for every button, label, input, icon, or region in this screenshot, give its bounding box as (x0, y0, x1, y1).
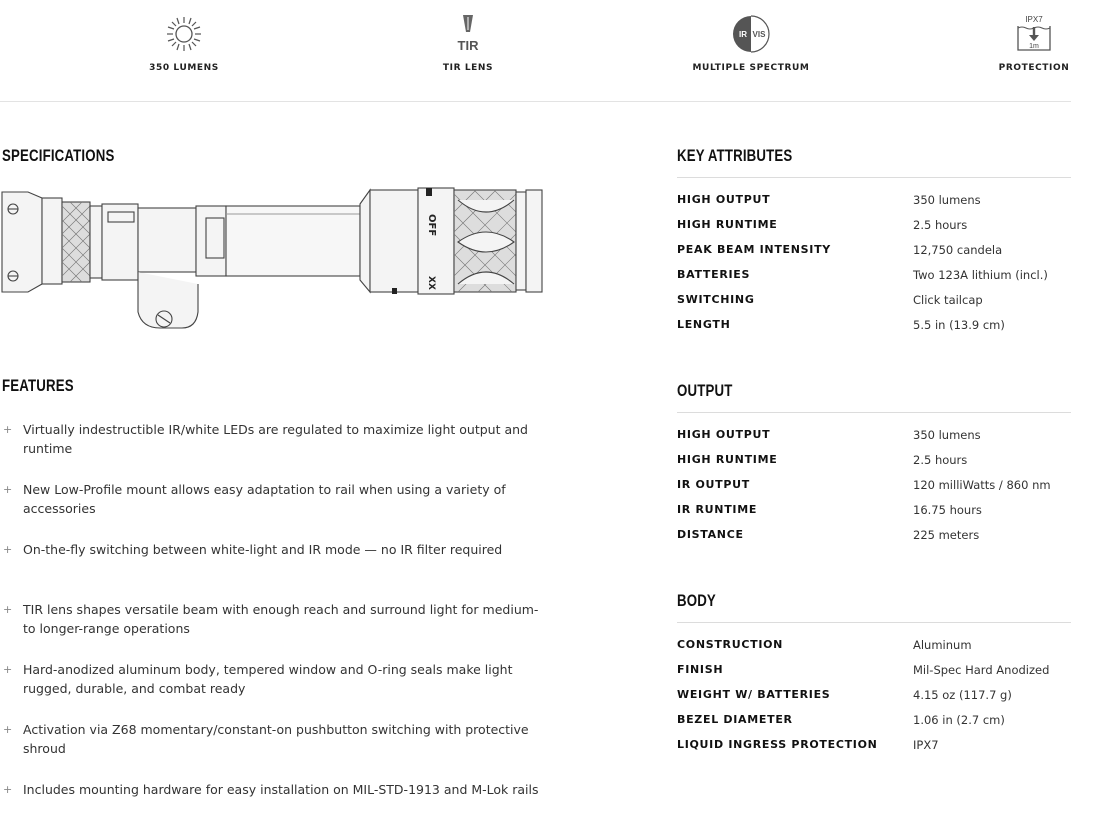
ir-vis-spectrum-icon (731, 14, 771, 54)
table-row (677, 713, 1071, 738)
spec-label: HIGH RUNTIME (677, 453, 778, 466)
spec-label: LENGTH (677, 318, 731, 331)
specifications-heading: SPECIFICATIONS (2, 146, 115, 165)
spec-label: BEZEL DIAMETER (677, 713, 793, 726)
body-heading: BODY (677, 591, 716, 610)
spec-value: IPX7 (913, 738, 939, 752)
key-attributes-heading: KEY ATTRIBUTES (677, 146, 793, 165)
tir-lens-feature (398, 14, 538, 73)
flashlight-drawing (0, 184, 545, 334)
list-item (0, 780, 540, 840)
table-row (677, 478, 1071, 503)
spec-value: Two 123A lithium (incl.) (913, 268, 1048, 282)
ir-icon-text: IR (739, 30, 747, 39)
spec-value: 2.5 hours (913, 218, 968, 232)
table-row (677, 318, 1071, 343)
spec-value: Click tailcap (913, 293, 983, 307)
plus-icon: + (3, 723, 13, 736)
table-row (677, 453, 1071, 478)
tir-lens-icon (448, 14, 488, 54)
table-row (677, 243, 1071, 268)
spec-label: DISTANCE (677, 528, 744, 541)
spec-value: 225 meters (913, 528, 980, 542)
spec-value: 12,750 candela (913, 243, 1003, 257)
output-heading: OUTPUT (677, 381, 733, 400)
ipx7-icon-text: IPX7 (1025, 15, 1043, 24)
protection-label: PROTECTION (998, 63, 1070, 73)
spec-value: 5.5 in (13.9 cm) (913, 318, 1005, 332)
list-item (0, 540, 540, 600)
features-list (0, 420, 540, 840)
spec-label: WEIGHT W/ BATTERIES (677, 688, 831, 701)
features-heading: FEATURES (2, 376, 74, 395)
table-row (677, 638, 1071, 663)
feature-text: Virtually indestructible IR/white LEDs are regulated to maximize light output and runtime (23, 422, 528, 456)
table-row (677, 428, 1071, 453)
lumens-feature (114, 14, 254, 73)
table-row (677, 193, 1071, 218)
spec-label: FINISH (677, 663, 724, 676)
spec-label: BATTERIES (677, 268, 751, 281)
table-row (677, 528, 1071, 553)
protection-feature (964, 14, 1104, 73)
dial-off-label: OFF (426, 214, 437, 237)
feature-text: Hard-anodized aluminum body, tempered window and O-ring seals make light rugged, durable, and combat ready (23, 662, 513, 696)
table-row (677, 218, 1071, 243)
plus-icon: + (3, 663, 13, 676)
feature-text: On-the-fly switching between white-light and IR mode — no IR filter required (23, 542, 503, 557)
spec-value: 350 lumens (913, 428, 981, 442)
spec-value: 350 lumens (913, 193, 981, 207)
spec-value: 4.15 oz (117.7 g) (913, 688, 1012, 702)
plus-icon: + (3, 783, 13, 796)
table-row (677, 503, 1071, 528)
feature-text: New Low-Profile mount allows easy adaptation to rail when using a variety of accessories (23, 482, 506, 516)
divider (677, 177, 1071, 178)
spec-value: Aluminum (913, 638, 972, 652)
lumens-label: 350 LUMENS (149, 63, 219, 73)
spec-value: 1.06 in (2.7 cm) (913, 713, 1005, 727)
spec-value: 2.5 hours (913, 453, 968, 467)
spec-label: HIGH OUTPUT (677, 193, 771, 206)
spec-label: HIGH RUNTIME (677, 218, 778, 231)
tir-icon-text: TIR (457, 38, 479, 53)
spec-value: Mil-Spec Hard Anodized (913, 663, 1050, 677)
list-item (0, 720, 540, 780)
spec-label: CONSTRUCTION (677, 638, 784, 651)
list-item (0, 660, 540, 720)
list-item (0, 600, 540, 660)
list-item (0, 420, 540, 480)
tir-lens-label: TIR LENS (442, 63, 494, 73)
spec-label: SWITCHING (677, 293, 755, 306)
dial-xx-label: XX (426, 276, 436, 290)
divider (677, 622, 1071, 623)
plus-icon: + (3, 483, 13, 496)
table-row (677, 268, 1071, 293)
table-row (677, 663, 1071, 688)
plus-icon: + (3, 603, 13, 616)
feature-text: Activation via Z68 momentary/constant-on pushbutton switching with protective shroud (23, 722, 529, 756)
table-row (677, 293, 1071, 318)
spec-label: LIQUID INGRESS PROTECTION (677, 738, 878, 751)
feature-icon-strip (0, 0, 1071, 102)
waterproof-icon (1014, 14, 1054, 54)
table-row (677, 738, 1071, 763)
sunburst-icon (164, 14, 204, 54)
multiple-spectrum-label: MULTIPLE SPECTRUM (692, 63, 810, 73)
list-item (0, 480, 540, 540)
table-row (677, 688, 1071, 713)
spec-label: HIGH OUTPUT (677, 428, 771, 441)
feature-text: TIR lens shapes versatile beam with enough reach and surround light for medium- to longer-range operations (23, 602, 539, 636)
spec-label: IR RUNTIME (677, 503, 758, 516)
spec-value: 120 milliWatts / 860 nm (913, 478, 1051, 492)
depth-icon-text: 1m (1029, 43, 1039, 50)
feature-text: Includes mounting hardware for easy installation on MIL-STD-1913 and M-Lok rails (23, 782, 539, 797)
spec-label: PEAK BEAM INTENSITY (677, 243, 831, 256)
spec-value: 16.75 hours (913, 503, 982, 517)
divider (677, 412, 1071, 413)
vis-icon-text: VIS (752, 30, 766, 39)
plus-icon: + (3, 543, 13, 556)
multiple-spectrum-feature (681, 14, 821, 73)
spec-label: IR OUTPUT (677, 478, 750, 491)
plus-icon: + (3, 423, 13, 436)
